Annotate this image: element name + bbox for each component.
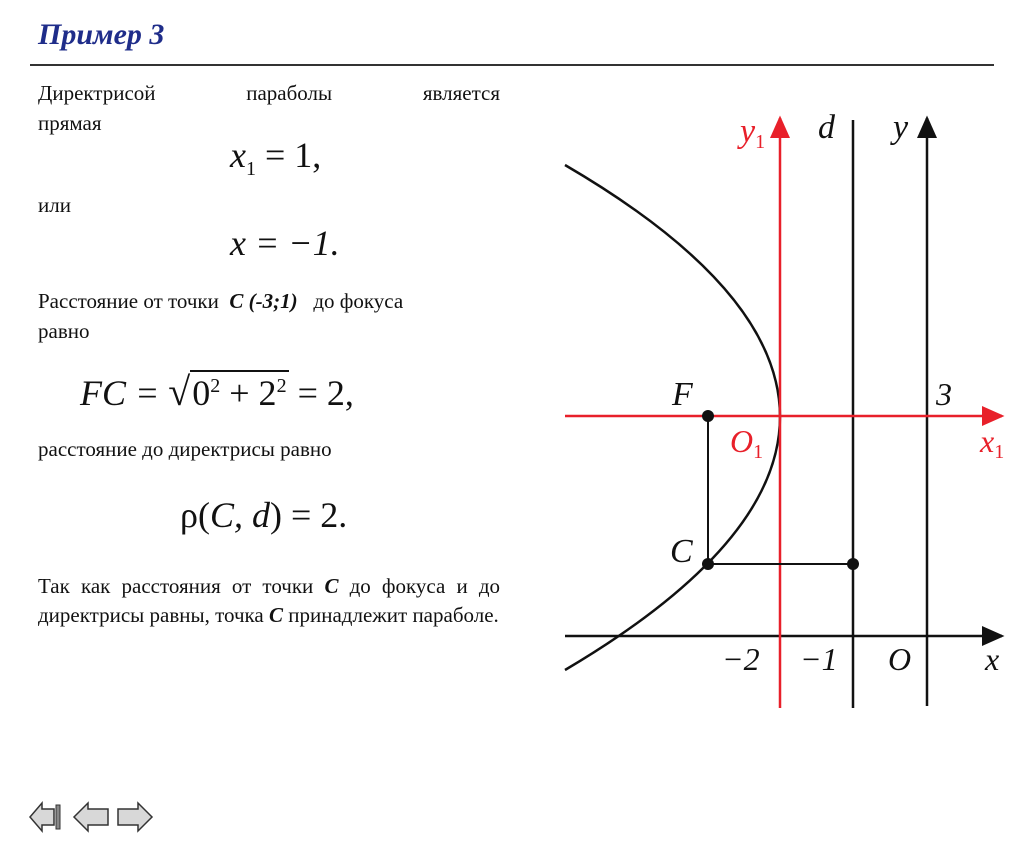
formula-x-minus1-text: x = −1. [230, 223, 340, 263]
text-distance-from-point: Расстояние от точки [38, 289, 219, 313]
label-f: F [672, 376, 693, 413]
next-slide-icon[interactable] [116, 800, 154, 834]
sqrt-symbol: $√0^2 + 2^2$ [168, 369, 287, 414]
label-y: y [893, 109, 909, 146]
formula-rest: = 1, [255, 135, 322, 175]
label-x1: x1 [980, 423, 1005, 463]
text-conclusion-a: Так как расстояния от точки [38, 574, 314, 598]
formula-rho-args: C, d [209, 495, 270, 535]
parabola-curve [565, 165, 780, 670]
rad-a: 0 [192, 373, 211, 413]
rad-plus: + 2 [220, 373, 277, 413]
label-3: 3 [936, 376, 952, 412]
formula-sub: 1 [245, 158, 256, 181]
text-distance-directrix: расстояние до директрисы равно [38, 437, 332, 461]
text-conclusion-c: принадлежит параболе. [288, 603, 499, 627]
label-minus1: −1 [800, 641, 838, 677]
slide-navigation [28, 800, 154, 834]
formula-var: x [230, 135, 246, 175]
label-x: x [985, 641, 1000, 677]
point-f [702, 410, 714, 422]
point-c [702, 558, 714, 570]
formula-fc-lhs: FC = [80, 373, 169, 413]
formula-rho-open: ρ( [180, 495, 210, 535]
point-c-label-1: C [324, 574, 339, 598]
text-directrix-line2: прямая [38, 111, 102, 135]
text-equals: равно [38, 319, 90, 343]
prev-slide-icon[interactable] [72, 800, 110, 834]
formula-fc-rhs: = 2, [288, 373, 354, 413]
label-c: C [670, 533, 693, 570]
text-directrix-line1: Директрисой параболы является [38, 81, 500, 105]
text-or: или [38, 193, 71, 217]
first-slide-icon[interactable] [28, 800, 66, 834]
point-c-projection [847, 558, 859, 570]
label-minus2: −2 [722, 641, 760, 677]
formula-rho-rest: ) = 2. [269, 495, 348, 535]
rad-sup-b: 2 [276, 375, 287, 397]
label-d: d [818, 109, 835, 146]
slide-title: Пример 3 [38, 18, 165, 51]
point-c-coords: C (-3;1) [229, 289, 298, 313]
rad-sup-a: 2 [210, 375, 221, 397]
text-to-focus: до фокуса [313, 289, 404, 313]
text-conclusion-b: до фокуса и до директрисы равны, точка [38, 574, 501, 627]
label-o1: O1 [730, 423, 764, 463]
point-c-label-2: C [268, 603, 283, 627]
label-y1: y1 [740, 113, 766, 153]
label-o: O [888, 641, 912, 677]
